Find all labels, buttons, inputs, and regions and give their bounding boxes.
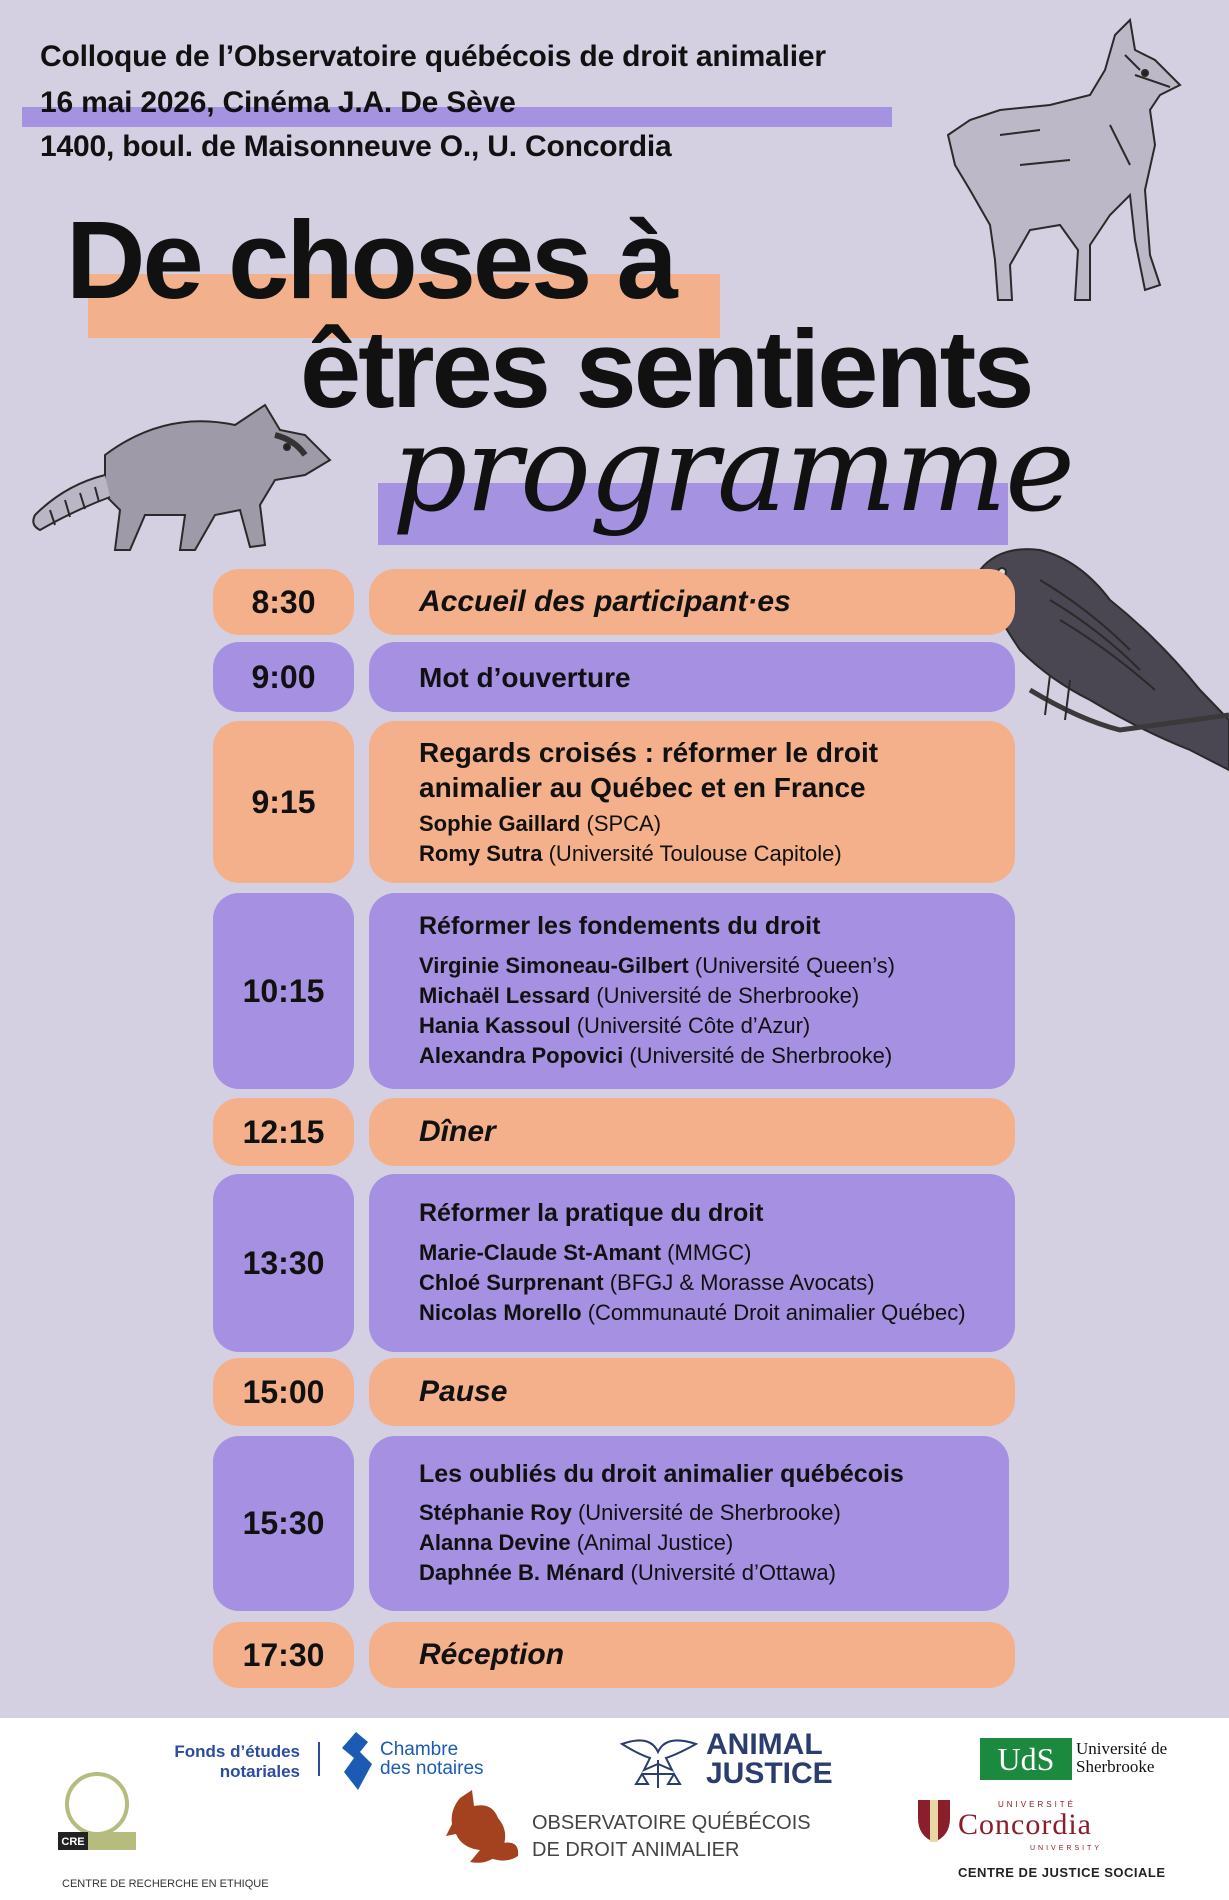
speaker: Virginie Simoneau-Gilbert (Université Queen’s)	[419, 952, 896, 978]
schedule-event	[369, 1622, 1015, 1688]
event-title: Mot d’ouverture	[419, 661, 631, 693]
speaker: Hania Kassoul (Université Côte d’Azur)	[419, 1012, 811, 1038]
time-slot: 10:15	[213, 893, 354, 1089]
speaker: Alexandra Popovici (Université de Sherbrooke)	[419, 1042, 893, 1068]
time-slot: 15:00	[213, 1358, 354, 1426]
speaker: Stéphanie Roy (Université de Sherbrooke)	[419, 1500, 841, 1526]
time-slot: 9:15	[213, 721, 354, 883]
event-title: Réformer la pratique du droit	[419, 1199, 764, 1228]
cre-mark: CRE	[61, 1836, 85, 1848]
event-title: Les oubliés du droit animalier québécois	[419, 1459, 904, 1488]
event-title: Dîner	[419, 1115, 496, 1149]
schedule-event	[369, 721, 1015, 883]
event-title: Accueil des participant·es	[419, 585, 791, 619]
fox-icon	[440, 1788, 522, 1868]
speaker: Sophie Gaillard (SPCA)	[419, 811, 662, 836]
uds-logo: Université de Sherbrooke	[1076, 1739, 1168, 1776]
raccoon-illustration	[25, 385, 345, 570]
speaker: Chloé Surprenant (BFGJ & Morasse Avocats)	[419, 1269, 875, 1295]
concordia-top: UNIVERSITÉ	[998, 1800, 1077, 1809]
chambre-icon	[338, 1730, 376, 1792]
title-programme: programme	[392, 400, 1073, 538]
event-date-venue: 16 mai 2026, Cinéma J.A. De Sève	[40, 86, 516, 119]
speaker: Michaël Lessard (Université de Sherbrooke)	[419, 982, 860, 1008]
concordia-crest-icon	[914, 1796, 954, 1844]
oqda-logo: OBSERVATOIRE QUÉBÉCOIS DE DROIT ANIMALIER	[532, 1812, 811, 1861]
event-title: Regards croisés : réformer le droit animalier au Québec et en France	[419, 737, 879, 803]
speaker: Romy Sutra (Université Toulouse Capitole)	[419, 841, 842, 866]
speaker: Alanna Devine (Animal Justice)	[419, 1530, 734, 1556]
cre-name: CENTRE DE RECHERCHE EN ETHIQUE	[62, 1878, 269, 1890]
dove-scales-icon	[620, 1730, 698, 1792]
cjs-label: CENTRE DE JUSTICE SOCIALE	[958, 1865, 1166, 1880]
event-title: Réception	[419, 1638, 565, 1672]
event-address: 1400, boul. de Maisonneuve O., U. Concordia	[40, 130, 672, 163]
sponsor-footer	[0, 1718, 1229, 1900]
event-title: Pause	[419, 1375, 508, 1409]
schedule-event	[369, 893, 1015, 1089]
time-slot: 12:15	[213, 1098, 354, 1166]
schedule-event	[369, 642, 1015, 712]
time-slot: 17:30	[213, 1622, 354, 1688]
event-name: Colloque de l’Observatoire québécois de droit animalier	[40, 40, 826, 73]
event-title: Réformer les fondements du droit	[419, 912, 821, 941]
uds-mark: UdS	[980, 1738, 1072, 1780]
concordia-bottom: UNIVERSITY	[1030, 1845, 1103, 1852]
schedule-event	[369, 1098, 1015, 1166]
schedule-event	[369, 1174, 1015, 1352]
schedule-event	[369, 569, 1015, 635]
title-line-1: De choses à	[66, 199, 676, 322]
schedule-event	[369, 1358, 1015, 1426]
time-slot: 8:30	[213, 569, 354, 635]
animal-justice-logo: ANIMAL JUSTICE	[706, 1728, 833, 1790]
schedule-event	[369, 1436, 1009, 1611]
chambre-label: Chambre des notaires	[380, 1739, 484, 1779]
speaker: Nicolas Morello (Communauté Droit animalier Québec)	[419, 1299, 966, 1325]
time-slot: 15:30	[213, 1436, 354, 1611]
speaker: Daphnée B. Ménard (Université d’Ottawa)	[419, 1560, 836, 1586]
fonds-logo: Fonds d’études notariales	[174, 1742, 300, 1781]
cre-logo	[58, 1770, 136, 1850]
time-slot: 9:00	[213, 642, 354, 712]
time-slot: 13:30	[213, 1174, 354, 1352]
title-line-2: êtres sentients	[300, 308, 1032, 431]
divider	[318, 1742, 320, 1776]
wolf-illustration	[940, 15, 1205, 320]
concordia-logo: Concordia	[958, 1808, 1092, 1841]
speaker: Marie-Claude St-Amant (MMGC)	[419, 1239, 752, 1265]
